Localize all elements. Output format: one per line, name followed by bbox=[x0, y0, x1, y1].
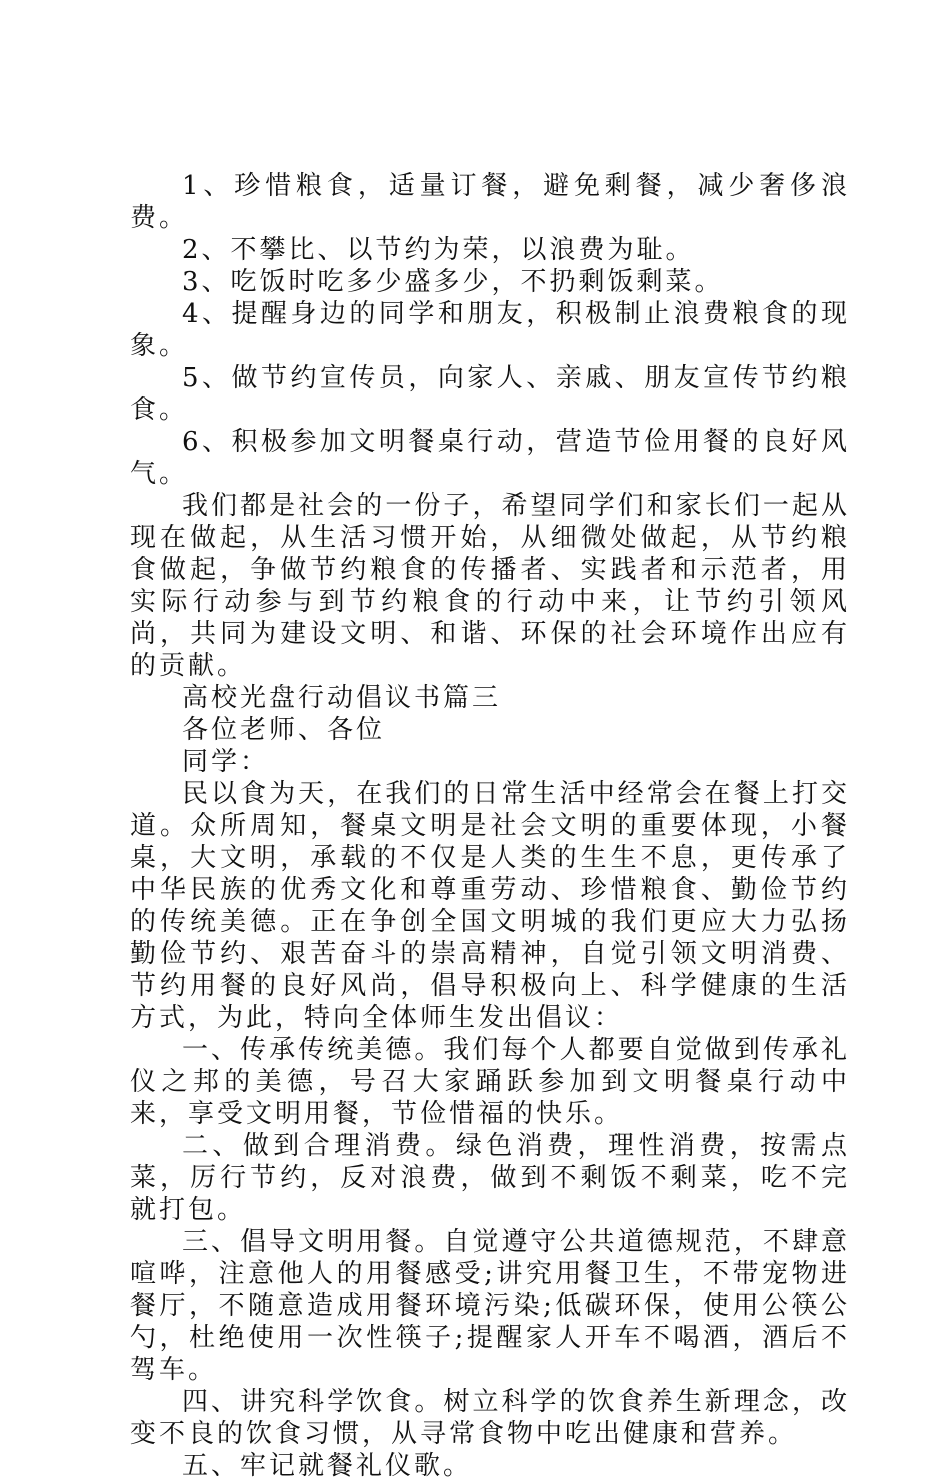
list-item-1: 1、珍惜粮食，适量订餐，避免剩餐，减少奢侈浪费。 bbox=[130, 171, 850, 233]
list-item-3: 3、吃饭时吃多少盛多少，不扔剩饭剩菜。 bbox=[182, 267, 724, 297]
proposal-item-1: 一、传承传统美德。我们每个人都要自觉做到传承礼仪之邦的美德，号召大家踊跃参加到文明餐桌行动中来，享受文明用餐，节俭惜福的快乐。 bbox=[130, 1035, 850, 1129]
section-heading: 高校光盘行动倡议书篇三 bbox=[182, 683, 502, 713]
list-item-2: 2、不攀比、以节约为荣，以浪费为耻。 bbox=[182, 235, 695, 265]
proposal-item-3: 三、倡导文明用餐。自觉遵守公共道德规范，不肆意喧哗，注意他人的用餐感受;讲究用餐卫生，不带宠物进餐厅，不随意造成用餐环境污染;低碳环保，使用公筷公勺，杜绝使用一次性筷子;提醒家人开车不喝酒，酒后不驾车。 bbox=[130, 1227, 850, 1385]
proposal-item-5: 五、牢记就餐礼仪歌。 bbox=[182, 1451, 473, 1481]
proposal-item-2: 二、做到合理消费。绿色消费，理性消费，按需点菜，厉行节约，反对浪费，做到不剩饭不剩菜，吃不完就打包。 bbox=[130, 1131, 850, 1225]
salutation-line-1: 各位老师、各位 bbox=[182, 715, 386, 745]
closing-paragraph: 我们都是社会的一份子，希望同学们和家长们一起从现在做起，从生活习惯开始，从细微处做起，从节约粮食做起，争做节约粮食的传播者、实践者和示范者，用实际行动参与到节约粮食的行动中来，让节约引领风尚，共同为建设文明、和谐、环保的社会环境作出应有的贡献。 bbox=[130, 491, 850, 681]
proposal-item-4: 四、讲究科学饮食。树立科学的饮食养生新理念，改变不良的饮食习惯，从寻常食物中吃出健康和营养。 bbox=[130, 1387, 850, 1449]
intro-paragraph: 民以食为天，在我们的日常生活中经常会在餐上打交道。众所周知，餐桌文明是社会文明的重要体现，小餐桌，大文明，承载的不仅是人类的生生不息，更传承了中华民族的优秀文化和尊重劳动、珍惜粮食、勤俭节约的传统美德。正在争创全国文明城的我们更应大力弘扬勤俭节约、艰苦奋斗的崇高精神，自觉引领文明消费、节约用餐的良好风尚，倡导积极向上、科学健康的生活方式，为此，特向全体师生发出倡议： bbox=[130, 779, 850, 1033]
list-item-5: 5、做节约宣传员，向家人、亲戚、朋友宣传节约粮食。 bbox=[130, 363, 850, 425]
salutation-line-2: 同学： bbox=[182, 747, 270, 777]
document-body bbox=[130, 170, 850, 1482]
list-item-6: 6、积极参加文明餐桌行动，营造节俭用餐的良好风气。 bbox=[130, 427, 850, 489]
list-item-4: 4、提醒身边的同学和朋友，积极制止浪费粮食的现象。 bbox=[130, 299, 850, 361]
